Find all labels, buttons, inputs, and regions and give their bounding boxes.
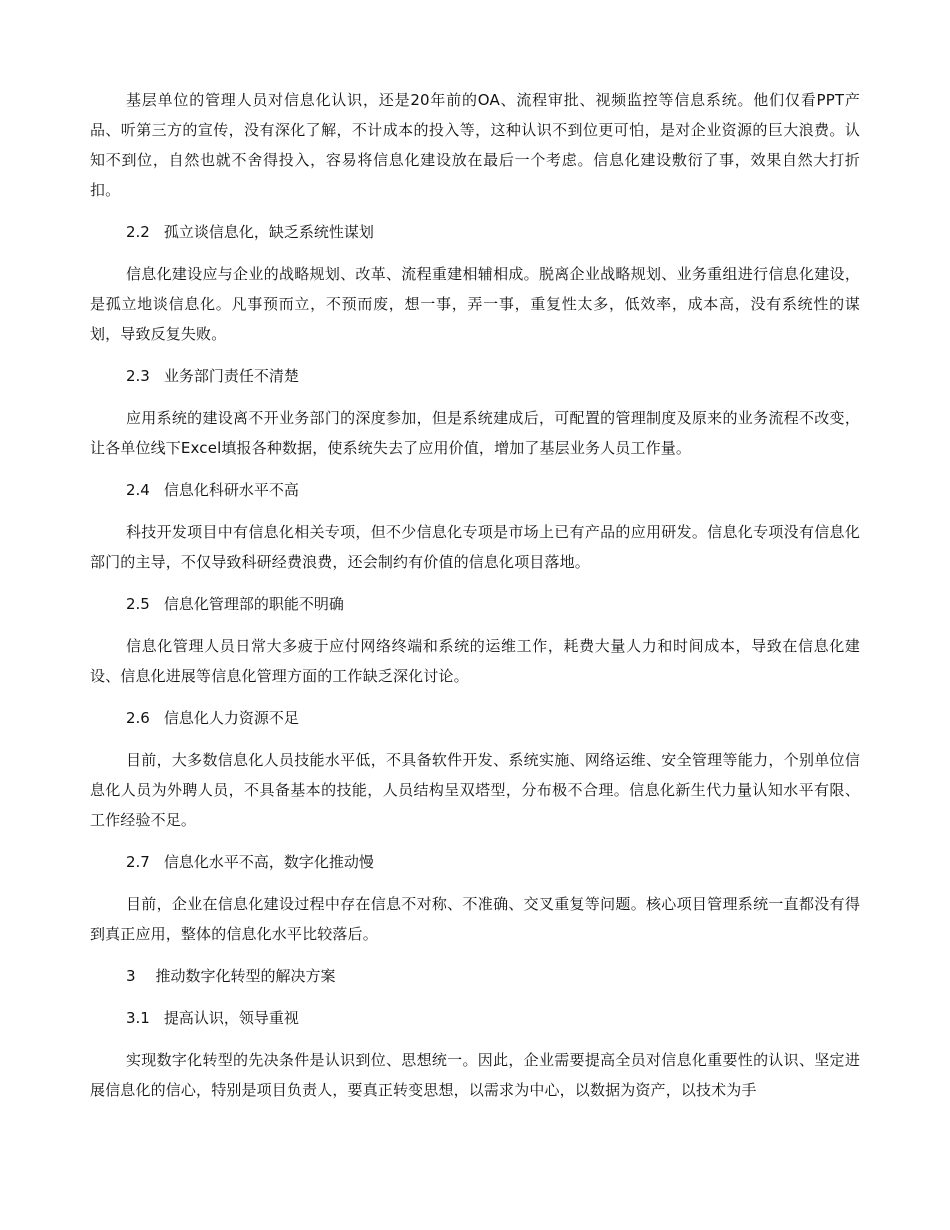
section-heading-2-5 [90, 589, 860, 619]
section-title: 业务部门责任不清楚 [163, 367, 299, 385]
section-heading-2-7 [90, 847, 860, 877]
section-number: 3 [126, 967, 136, 985]
section-title: 信息化水平不高，数字化推动慢 [163, 853, 374, 871]
section-number: 2.6 [126, 709, 150, 727]
section-heading-2-3 [90, 361, 860, 391]
paragraph-3-1: 实现数字化转型的先决条件是认识到位、思想统一。因此，企业需要提高全员对信息化重要性的认识、坚定进展信息化的信心，特别是项目负责人，要真正转变思想，以需求为中心，以数据为资产，以技术为手 [90, 1051, 860, 1099]
paragraph-2-5: 信息化管理人员日常大多疲于应付网络终端和系统的运维工作，耗费大量人力和时间成本，导致在信息化建设、信息化进展等信息化管理方面的工作缺乏深化讨论。 [90, 637, 860, 685]
section-heading-2-2 [90, 217, 860, 247]
paragraph-2-7: 目前，企业在信息化建设过程中存在信息不对称、不准确、交叉重复等问题。核心项目管理系统一直都没有得到真正应用，整体的信息化水平比较落后。 [90, 895, 860, 943]
section-heading-2-4 [90, 475, 860, 505]
section-title: 提高认识，领导重视 [163, 1009, 299, 1027]
section-number: 2.3 [126, 367, 150, 385]
section-title: 推动数字化转型的解决方案 [155, 967, 336, 985]
paragraph-2-4: 科技开发项目中有信息化相关专项，但不少信息化专项是市场上已有产品的应用研发。信息化专项没有信息化部门的主导，不仅导致科研经费浪费，还会制约有价值的信息化项目落地。 [90, 523, 860, 571]
paragraph-intro: 基层单位的管理人员对信息化认识，还是20年前的OA、流程审批、视频监控等信息系统。他们仅看PPT产品、听第三方的宣传，没有深化了解，不计成本的投入等，这种认识不到位更可怕，是对企业资源的巨大浪费。认知不到位，自然也就不舍得投入，容易将信息化建设放在最后一个考虑。信息化建设敷衍了事，效果自然大打折扣。 [90, 91, 860, 199]
section-heading-3-1 [90, 1003, 860, 1033]
section-number: 3.1 [126, 1009, 150, 1027]
section-heading-3 [90, 961, 860, 991]
paragraph-2-2: 信息化建设应与企业的战略规划、改革、流程重建相辅相成。脱离企业战略规划、业务重组进行信息化建设，是孤立地谈信息化。凡事预而立，不预而废，想一事，弄一事，重复性太多，低效率，成本高，没有系统性的谋划，导致反复失败。 [90, 265, 860, 343]
section-title: 信息化管理部的职能不明确 [163, 595, 344, 613]
section-number: 2.2 [126, 223, 150, 241]
section-heading-2-6 [90, 703, 860, 733]
paragraph-2-6: 目前，大多数信息化人员技能水平低，不具备软件开发、系统实施、网络运维、安全管理等能力，个别单位信息化人员为外聘人员，不具备基本的技能，人员结构呈双塔型，分布极不合理。信息化新生代力量认知水平有限、工作经验不足。 [90, 751, 860, 829]
section-title: 孤立谈信息化，缺乏系统性谋划 [163, 223, 374, 241]
section-number: 2.4 [126, 481, 150, 499]
section-number: 2.7 [126, 853, 150, 871]
paragraph-2-3: 应用系统的建设离不开业务部门的深度参加，但是系统建成后，可配置的管理制度及原来的业务流程不改变，让各单位线下Excel填报各种数据，使系统失去了应用价值，增加了基层业务人员工作量。 [90, 409, 860, 457]
section-title: 信息化人力资源不足 [163, 709, 299, 727]
section-number: 2.5 [126, 595, 150, 613]
section-title: 信息化科研水平不高 [163, 481, 299, 499]
